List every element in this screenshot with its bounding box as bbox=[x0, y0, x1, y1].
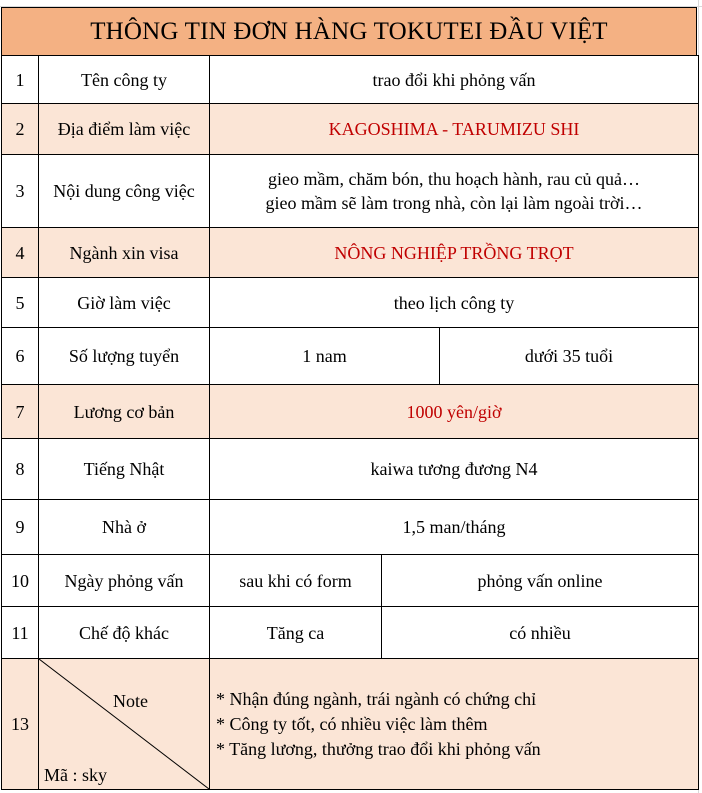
row-number[interactable]: 9 bbox=[2, 500, 39, 555]
table-row bbox=[2, 555, 699, 607]
note-header-cell[interactable] bbox=[39, 659, 210, 790]
field-label[interactable]: Ngày phỏng vấn bbox=[39, 555, 210, 607]
field-label[interactable]: Nội dung công việc bbox=[39, 155, 210, 228]
field-value[interactable]: KAGOSHIMA - TARUMIZU SHI bbox=[210, 104, 699, 155]
note-line: * Tăng lương, thưởng trao đổi khi phỏng vấn bbox=[216, 738, 541, 759]
row-number[interactable]: 13 bbox=[2, 659, 39, 790]
field-value[interactable]: NÔNG NGHIỆP TRỒNG TRỌT bbox=[210, 228, 699, 278]
field-value[interactable]: sau khi có form bbox=[210, 555, 382, 607]
field-label[interactable]: Ngành xin visa bbox=[39, 228, 210, 278]
row-number[interactable]: 3 bbox=[2, 155, 39, 228]
row-number[interactable]: 8 bbox=[2, 439, 39, 500]
field-label[interactable]: Nhà ở bbox=[39, 500, 210, 555]
table-row bbox=[2, 607, 699, 659]
field-label[interactable]: Tiếng Nhật bbox=[39, 439, 210, 500]
field-value[interactable]: Tăng ca bbox=[210, 607, 382, 659]
row-number[interactable]: 7 bbox=[2, 385, 39, 439]
table-row bbox=[2, 328, 699, 385]
row-number[interactable]: 4 bbox=[2, 228, 39, 278]
value-line: gieo mầm, chăm bón, thu hoạch hành, rau củ quả… bbox=[268, 169, 640, 189]
note-label: Note bbox=[113, 691, 148, 711]
table-row bbox=[2, 385, 699, 439]
note-content[interactable] bbox=[210, 659, 699, 790]
field-value[interactable]: kaiwa tương đương N4 bbox=[210, 439, 699, 500]
field-value[interactable]: 1 nam bbox=[210, 328, 440, 385]
field-value[interactable]: trao đổi khi phỏng vấn bbox=[210, 56, 699, 104]
field-value[interactable]: dưới 35 tuổi bbox=[440, 328, 699, 385]
field-value[interactable]: 1,5 man/tháng bbox=[210, 500, 699, 555]
field-label[interactable]: Giờ làm việc bbox=[39, 278, 210, 328]
row-number[interactable]: 6 bbox=[2, 328, 39, 385]
table-row bbox=[2, 228, 699, 278]
note-row bbox=[2, 659, 699, 790]
table-row bbox=[2, 104, 699, 155]
order-info-table bbox=[1, 55, 699, 790]
table-row bbox=[2, 278, 699, 328]
note-line: * Nhận đúng ngành, trái ngành có chứng chỉ bbox=[216, 688, 537, 709]
row-number[interactable]: 2 bbox=[2, 104, 39, 155]
field-label[interactable]: Chế độ khác bbox=[39, 607, 210, 659]
field-label[interactable]: Tên công ty bbox=[39, 56, 210, 104]
row-number[interactable]: 10 bbox=[2, 555, 39, 607]
code-label: Mã : sky bbox=[44, 765, 107, 785]
field-label[interactable]: Địa điểm làm việc bbox=[39, 104, 210, 155]
table-row bbox=[2, 155, 699, 228]
sheet-title[interactable]: THÔNG TIN ĐƠN HÀNG TOKUTEI ĐẦU VIỆT bbox=[1, 7, 697, 56]
field-label[interactable]: Lương cơ bản bbox=[39, 385, 210, 439]
field-label[interactable]: Số lượng tuyển bbox=[39, 328, 210, 385]
table-row bbox=[2, 500, 699, 555]
row-number[interactable]: 1 bbox=[2, 56, 39, 104]
table-row bbox=[2, 56, 699, 104]
value-line: gieo mầm sẽ làm trong nhà, còn lại làm ngoài trời… bbox=[265, 193, 643, 213]
row-number[interactable]: 11 bbox=[2, 607, 39, 659]
field-value[interactable]: phỏng vấn online bbox=[382, 555, 699, 607]
field-value[interactable]: có nhiều bbox=[382, 607, 699, 659]
field-value[interactable]: 1000 yên/giờ bbox=[210, 385, 699, 439]
row-number[interactable]: 5 bbox=[2, 278, 39, 328]
field-value[interactable] bbox=[210, 155, 699, 228]
table-row bbox=[2, 439, 699, 500]
field-value[interactable]: theo lịch công ty bbox=[210, 278, 699, 328]
note-line: * Công ty tốt, có nhiều việc làm thêm bbox=[216, 713, 488, 734]
